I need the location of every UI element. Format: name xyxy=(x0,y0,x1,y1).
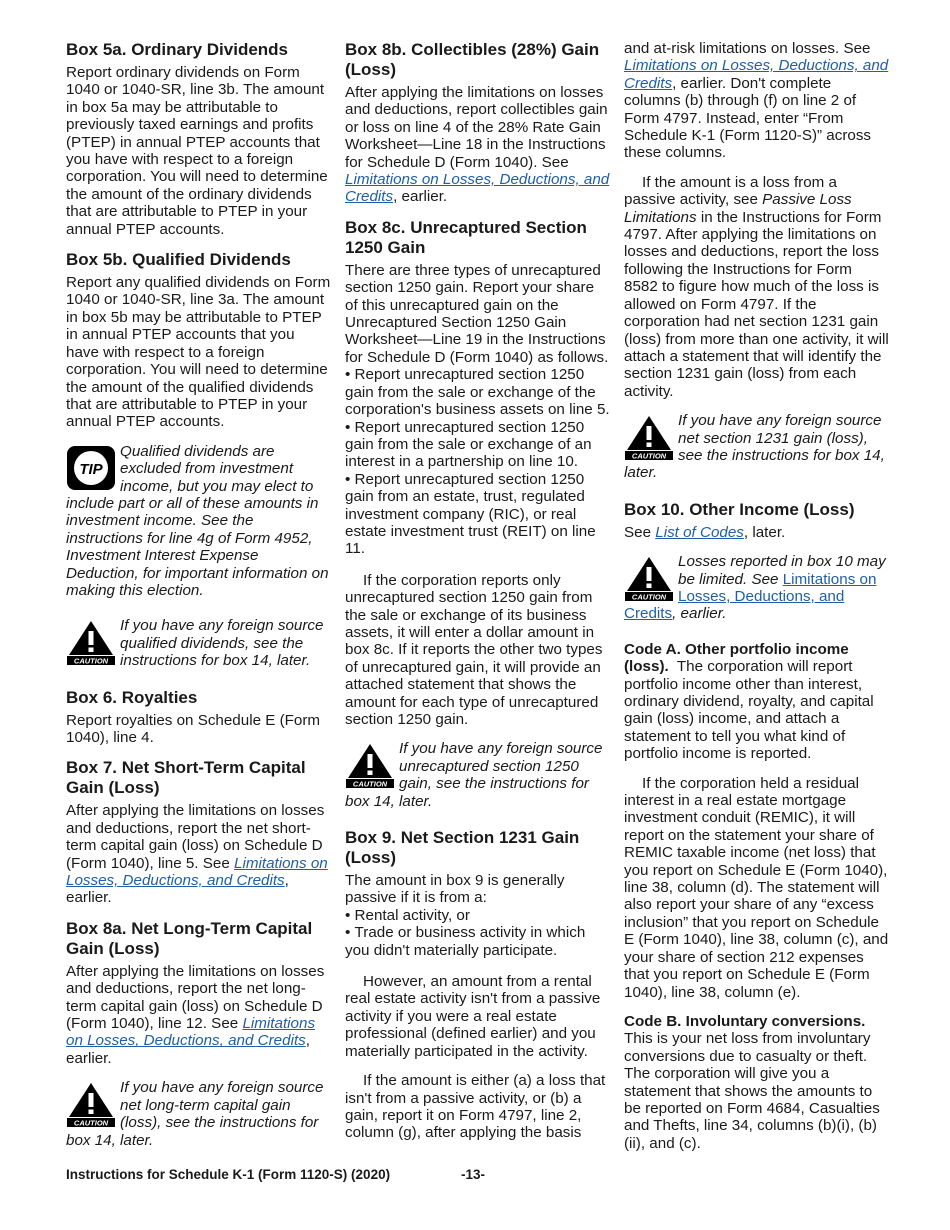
caution-icon xyxy=(624,414,674,460)
box8b-heading: Box 8b. Collectibles (28%) Gain (Loss) xyxy=(345,40,600,79)
codeA-heading: Code A. Other portfolio income (loss). xyxy=(624,640,849,676)
box5a-text: Report ordinary dividends on Form 1040 or 1040-SR, line 3b. The amount in box 5a may be attributable to previously taxed earnings and profits (PTEP) in annual PTEP accounts that you have with respect to a foreign corporation. You will need to determine the amount of the ordinary dividends that are attributable to PTEP in your annual PTEP accounts. xyxy=(66,64,328,238)
caution-icon-label: CAUTION xyxy=(352,779,388,789)
column-1 xyxy=(66,40,331,1167)
caution-icon xyxy=(66,619,116,665)
list-item: • Trade or business activity in which you didn't materially participate. xyxy=(345,924,610,959)
box9-para3: If the amount is either (a) a loss that isn't from a passive activity, or (b) a gain, report it on Form 4797, line 2, column (g), after applying the basis xyxy=(345,1072,606,1142)
codeA-para2: If the corporation held a residual interest in a real estate mortgage investment conduit (REMIC), it will report on the statement your share of REMIC taxable income (net loss) that you report on Schedule E (Form 1040), line 38, column (d). The statement will also report your share of any “excess inclusion” that you report on Schedule E (Form 1040), line 38, column (c), and your share of section 212 expenses that you report on Schedule E (Form 1040), line 38, column (e). xyxy=(624,774,889,1001)
box9-text: The amount in box 9 is generally passive if it is from a: xyxy=(345,872,565,907)
box7-text: After applying the limitations on losses and deductions, report the net short-term capital gain (loss) on Schedule D (Form 1040), line 5. See Limitations on Losses, Deductions, and Credits, earlier. xyxy=(66,802,328,907)
caution-note xyxy=(66,617,331,669)
box10-heading: Box 10. Other Income (Loss) xyxy=(624,499,855,519)
box9-para2: However, an amount from a rental real estate activity isn't from a passive activity if you were a real estate professional (defined earlier) and you materially participated in the activity. xyxy=(345,973,601,1060)
box7-heading: Box 7. Net Short-Term Capital Gain (Loss) xyxy=(66,758,306,798)
box9-passive-loss: If the amount is a loss from a passive activity, see Passive Loss Limitations in the Instructions for Form 4797. After applying the limitations on losses and deductions, report the loss following the Instructions for Form 8582 to figure how much of the loss is allowed on Form 4797. If the corporation had net section 1231 gain (loss) from more than one activity, it will attach a statement that will identify the section 1231 gain (loss) from each activity. xyxy=(624,173,889,400)
caution-icon-label: CAUTION xyxy=(631,451,667,461)
box6-heading: Box 6. Royalties xyxy=(66,687,198,707)
caution-icon-label: CAUTION xyxy=(73,1118,109,1128)
box8b-text: After applying the limitations on losses and deductions, report collectibles gain or loss on line 4 of the 28% Rate Gain Worksheet—Line 18 in the Instructions for Schedule D (Form 1040). See Limitations on Losses, Deductions, and Credits, earlier. xyxy=(345,84,610,206)
box8a-text: After applying the limitations on losses and deductions, report the net long-term capital gain (loss) on Schedule D (Form 1040), line 12. See Limitations on Losses, Deductions, and Credits, earlier. xyxy=(66,962,325,1067)
limitations-link[interactable]: Limitations on Losses, Deductions, and Credits xyxy=(345,171,610,206)
limitations-link[interactable]: Limitations on Losses, Deductions, and Credits xyxy=(66,1015,316,1050)
box5b-heading: Box 5b. Qualified Dividends xyxy=(66,250,291,270)
box10-text: See List of Codes, later. xyxy=(624,523,786,541)
caution-text: If you have any foreign source qualified dividends, see the instructions for box 14, later. xyxy=(120,617,324,670)
caution-icon xyxy=(66,1081,116,1127)
caution-icon xyxy=(345,742,395,788)
list-item: • Report unrecaptured section 1250 gain from an estate, trust, regulated investment company (RIC), or real estate investment trust (REIT) on line 11. xyxy=(345,471,610,558)
box5a-heading: Box 5a. Ordinary Dividends xyxy=(66,40,289,59)
caution-text: If you have any foreign source net long-term capital gain (loss), see the instructions for box 14, later. xyxy=(66,1079,324,1149)
caution-icon-label: CAUTION xyxy=(73,656,109,666)
box5b-text: Report any qualified dividends on Form 1040 or 1040-SR, line 3a. The amount in box 5b may be attributable to PTEP in annual PTEP accounts that you have with respect to a foreign corporation. You will need to determine the amount of the qualified dividends that are attributable to PTEP in your annual PTEP accounts. xyxy=(66,274,331,431)
box8c-heading: Box 8c. Unrecaptured Section 1250 Gain xyxy=(345,217,587,257)
caution-note: CAUTION Losses reported in box 10 may be limited. See Limitations on Losses, Deductions, and Credits, earlier. xyxy=(624,553,886,623)
caution-text: Losses reported in box 10 may be limited. See xyxy=(678,553,886,588)
limitations-link[interactable]: Limitations on Losses, Deductions, and Credits xyxy=(624,570,877,623)
list-item: • Report unrecaptured section 1250 gain from the sale or exchange of an interest in a partnership on line 10. xyxy=(345,419,610,471)
page-number: -13- xyxy=(461,1167,486,1182)
caution-text: If you have any foreign source unrecaptured section 1250 gain, see the instructions for box 14, later. xyxy=(345,740,603,810)
caution-icon-label: CAUTION xyxy=(631,592,667,602)
tip-icon xyxy=(66,445,116,491)
limitations-link[interactable]: Limitations on Losses, Deductions, and Credits xyxy=(624,57,889,92)
box8c-text: There are three types of unrecaptured section 1250 gain. Report your share of this unrecaptured gain on the Unrecaptured Section 1250 Gain Worksheet—Line 19 in the Instructions for Schedule D (Form 1040) as follows. xyxy=(345,261,609,366)
box9-continued: and at-risk limitations on losses. See Limitations on Losses, Deductions, and Credits, earlier. Don't complete columns (b) through (f) on line 2 of Form 4797. Instead, enter “From Schedule K-1 (Form 1120-S)” across these columns. xyxy=(624,40,889,162)
column-3 xyxy=(624,40,889,1164)
caution-note xyxy=(345,740,610,810)
codeB-heading: Code B. Involuntary conversions. xyxy=(624,1012,866,1030)
list-item: • Report unrecaptured section 1250 gain from the sale or exchange of the corporation's business assets on line 5. xyxy=(345,366,610,418)
codeB-text: Code B. Involuntary conversions. This is your net loss from involuntary conversions due to casualty or theft. The corporation will give you a statement that shows the amounts to be reported on Form 4684, Casualties and Thefts, line 34, columns (b)(i), (b)(ii), and (c). xyxy=(624,1012,880,1152)
caution-note xyxy=(624,412,889,482)
caution-text: If you have any foreign source net section 1231 gain (loss), see the instructions for box 14, later. xyxy=(624,412,885,482)
box9-heading: Box 9. Net Section 1231 Gain (Loss) xyxy=(345,828,580,868)
footer-title: Instructions for Schedule K-1 (Form 1120-S) (2020) xyxy=(66,1167,391,1182)
box8a-heading: Box 8a. Net Long-Term Capital Gain (Loss) xyxy=(66,918,313,958)
box6-text: Report royalties on Schedule E (Form 1040), line 4. xyxy=(66,711,321,746)
list-of-codes-link[interactable]: List of Codes xyxy=(655,523,744,541)
tip-icon-label: TIP xyxy=(79,460,103,478)
tip-text: Qualified dividends are excluded from investment income, but you may elect to include part or all of these amounts in investment income. See the instructions for line 4g of Form 4952, Investment Interest Expense Deduction, for important information on making this election. xyxy=(66,442,329,599)
list-item: • Rental activity, or xyxy=(345,907,610,924)
caution-icon xyxy=(624,555,674,601)
codeA-text: Code A. Other portfolio income (loss). The corporation will report portfolio income other than interest, ordinary dividend, royalty, and capital gain (loss) income, and attach a statement to tell you what kind of portfolio income is reported. xyxy=(624,640,874,763)
column-2 xyxy=(345,40,610,1154)
box8c-para2: If the corporation reports only unrecaptured section 1250 gain from the sale or exchange of its business assets, it will enter a dollar amount in box 8c. If it reports the other two types of unrecaptured gain, it will provide an attached statement that shows the amount for each type of unrecaptured section 1250 gain. xyxy=(345,571,603,728)
caution-note xyxy=(66,1079,331,1149)
tip-note xyxy=(66,443,331,600)
limitations-link[interactable]: Limitations on Losses, Deductions, and Credits xyxy=(66,854,328,890)
